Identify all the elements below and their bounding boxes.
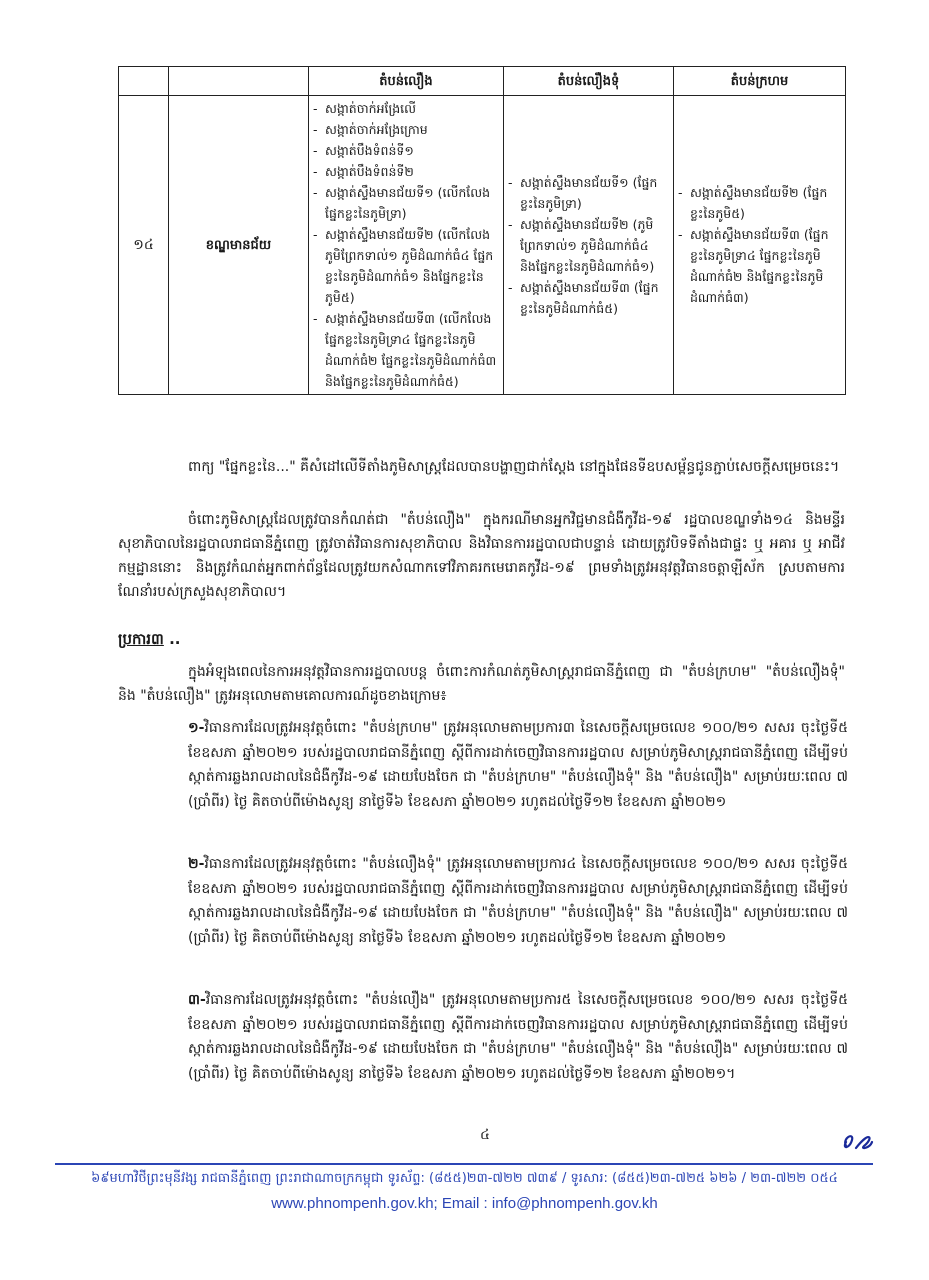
item-text: វិធានការដែលត្រូវអនុវត្តចំពោះ "តំបន់លឿងទុំ" ត្រូវអនុលោមតាមប្រការ៤ នៃសេចក្តីសម្រេចលេខ ១០០/២១ សសរ ចុះថ្ងៃទី៥ ខែឧសភា ឆ្នាំ២០២១ របស់រដ្ឋបាលរាជធានីភ្នំពេញ ស្តីពីការដាក់ចេញវិធានការរដ្ឋបាល សម្រាប់ភូមិសាស្ត្ររាជធានីភ្នំពេញ ដើម្បីទប់ស្កាត់ការឆ្លងរាលដាលនៃជំងឺកូវីដ-១៩ ដោយបែងចែក ជា "តំបន់ក្រហម" "តំបន់លឿងទុំ" និង "តំបន់លឿង" សម្រាប់រយៈពេល ៧ (ប្រាំពីរ) ថ្ងៃ គិតចាប់ពីម៉ោងសូន្យ នាថ្ងៃទី៦ ខែឧសភា ឆ្នាំ២០២១ រហូតដល់ថ្ងៃទី១២ ខែឧសភា ឆ្នាំ២០២១ (188, 856, 848, 946)
footer-contact-links[interactable]: www.phnompenh.gov.kh; Email : info@phnompenh.gov.kh (271, 1195, 658, 1212)
red-zone-cell (674, 96, 846, 395)
item-text: វិធានការដែលត្រូវអនុវត្តចំពោះ "តំបន់លឿង" ត្រូវអនុលោមតាមប្រការ៥ នៃសេចក្តីសម្រេចលេខ ១០០/២១ សសរ ចុះថ្ងៃទី៥ ខែឧសភា ឆ្នាំ២០២១ របស់រដ្ឋបាលរាជធានីភ្នំពេញ ស្តីពីការដាក់ចេញវិធានការរដ្ឋបាល សម្រាប់ភូមិសាស្ត្ររាជធានីភ្នំពេញ ដើម្បីទប់ស្កាត់ការឆ្លងរាលដាលនៃជំងឺកូវីដ-១៩ ដោយបែងចែក ជា "តំបន់ក្រហម" "តំបន់លឿងទុំ" និង "តំបន់លឿង" សម្រាប់រយៈពេល ៧ (ប្រាំពីរ) ថ្ងៃ គិតចាប់ពីម៉ោងសូន្យ នាថ្ងៃទី៦ ខែឧសភា ឆ្នាំ២០២១ រហូតដល់ថ្ងៃទី១២ ខែឧសភា ឆ្នាំ២០២១។ (188, 992, 848, 1082)
item-text: វិធានការដែលត្រូវអនុវត្តចំពោះ "តំបន់ក្រហម" ត្រូវអនុលោមតាមប្រការ៣ នៃសេចក្តីសម្រេចលេខ ១០០/២១ សសរ ចុះថ្ងៃទី៥ ខែឧសភា ឆ្នាំ២០២១ របស់រដ្ឋបាលរាជធានីភ្នំពេញ ស្តីពីការដាក់ចេញវិធានការរដ្ឋបាល សម្រាប់ភូមិសាស្ត្ររាជធានីភ្នំពេញ ដើម្បីទប់ស្កាត់ការឆ្លងរាលដាលនៃជំងឺកូវីដ-១៩ ដោយបែងចែក ជា "តំបន់ក្រហម" "តំបន់លឿងទុំ" និង "តំបន់លឿង" សម្រាប់រយៈពេល ៧ (ប្រាំពីរ) ថ្ងៃ គិតចាប់ពីម៉ោងសូន្យ នាថ្ងៃទី៦ ខែឧសភា ឆ្នាំ២០២១ រហូតដល់ថ្ងៃទី១២ ខែឧសភា ឆ្នាំ២០២១ (188, 720, 848, 810)
dark-yellow-zone-list (508, 172, 667, 319)
list-item: - សង្កាត់ចាក់អង្រែក្រោម (313, 119, 497, 140)
list-item: - សង្កាត់បឹងទំពន់ទី១ (313, 140, 497, 161)
header-blank-cell (169, 67, 309, 96)
table-header-row (119, 67, 846, 96)
article-heading-suffix: .. (163, 630, 181, 648)
district-name: ខណ្ឌមានជ័យ (169, 96, 309, 395)
red-zone-list (678, 182, 839, 308)
dark-yellow-zone-cell (504, 96, 674, 395)
initials-signature-icon (840, 1128, 876, 1154)
list-item: - សង្កាត់ស្ទឹងមានជ័យទី២ (ភូមិព្រែកទាល់១ ភូមិដំណាក់ធំ៤ និងផ្នែកខ្លះនៃភូមិដំណាក់ធំ១) (508, 214, 667, 277)
page-number: ៤ (480, 1127, 490, 1143)
item-number: ១- (188, 720, 205, 736)
list-item: - សង្កាត់ស្ទឹងមានជ័យទី២ (ផ្នែកខ្លះនៃភូមិ៥) (678, 182, 839, 224)
yellow-zone-cell (309, 96, 504, 395)
article-intro: ក្នុងអំឡុងពេលនៃការអនុវត្តវិធានការរដ្ឋបាលបន្ត ចំពោះការកំណត់ភូមិសាស្ត្ររាជធានីភ្នំពេញ ជា "តំបន់ក្រហម" "តំបន់លឿងទុំ" និង "តំបន់លឿង" ត្រូវអនុលោមតាមគោលការណ៍ដូចខាងក្រោម៖ (118, 664, 845, 704)
header-blank-cell (119, 67, 169, 96)
article-heading (118, 630, 180, 652)
row-number: ១៤ (119, 96, 169, 395)
footer-address: ៦៩មហាវិថីព្រះមុនីវង្ស រាជធានីភ្នំពេញ ព្រះរាជាណាចក្រកម្ពុជា ទូរស័ព្ទ: (៨៥៥)២៣-៧២២ ៧៣៩ / ទូរសារ: (៨៥៥)២៣-៧២៥ ៦២៦ / ២៣-៧២២ ០៥៤ (91, 1171, 838, 1186)
measure-item-2 (188, 852, 848, 950)
measure-item-1 (188, 716, 848, 814)
list-item: - សង្កាត់ចាក់អង្រែលើ (313, 98, 497, 119)
list-item: - សង្កាត់ស្ទឹងមានជ័យទី៣ (ផ្នែកខ្លះនៃភូមិទ្រា៤ ផ្នែកខ្លះនៃភូមិដំណាក់ធំ២ និងផ្នែកខ្លះនៃភូមិដំណាក់ធំ៣) (678, 224, 839, 308)
table-row (119, 96, 846, 395)
header-dark-yellow-zone: តំបន់លឿងទុំ (504, 67, 674, 96)
list-item: - សង្កាត់ស្ទឹងមានជ័យទី២ (លើកលែងភូមិព្រែកទាល់១ ភូមិដំណាក់ធំ៤ ផ្នែកខ្លះនៃភូមិដំណាក់ធំ១ និងផ្នែកខ្លះនៃភូមិ៥) (313, 224, 497, 308)
header-red-zone: តំបន់ក្រហម (674, 67, 846, 96)
yellow-zone-paragraph: ចំពោះភូមិសាស្ត្រដែលត្រូវបានកំណត់ជា "តំបន់លឿង" ក្នុងករណីមានអ្នកវិជ្ជមានជំងឺកូវីដ-១៩ រដ្ឋបាលខណ្ឌទាំង១៤ និងមន្ទីរសុខាភិបាលនៃរដ្ឋបាលរាជធានីភ្នំពេញ ត្រូវចាត់វិធានការសុខាភិបាល និងវិធានការរដ្ឋបាលជាបន្ទាន់ ដោយត្រូវបិទទីតាំងជាផ្ទះ ឬ អគារ ឬ អាជីវកម្មដ្ឋាននោះ និងត្រូវកំណត់អ្នកពាក់ព័ន្ធដែលត្រូវយកសំណាកទៅវិភាគរកមេរោគកូវីដ-១៩ ព្រមទាំងត្រូវអនុវត្តវិធានចត្តាឡីស័ក ស្របតាមការណែនាំរបស់ក្រសួងសុខាភិបាល។ (118, 512, 845, 600)
item-number: ២- (188, 856, 205, 872)
measure-item-3 (188, 988, 848, 1086)
list-item: - សង្កាត់ស្ទឹងមានជ័យទី៣ (ផ្នែកខ្លះនៃភូមិដំណាក់ធំ៥) (508, 277, 667, 319)
yellow-zone-list (313, 98, 497, 392)
item-number: ៣- (188, 992, 206, 1008)
list-item: - សង្កាត់ស្ទឹងមានជ័យទី៣ (លើកលែងផ្នែកខ្លះនៃភូមិទ្រា៤ ផ្នែកខ្លះនៃភូមិដំណាក់ធំ២ ផ្នែកខ្លះនៃភូមិដំណាក់ធំ៣ និងផ្នែកខ្លះនៃភូមិដំណាក់ធំ៥) (313, 308, 497, 392)
article-heading-label: ប្រការ៣ (118, 630, 164, 648)
footer-divider (55, 1163, 873, 1165)
note-paragraph: ពាក្យ "ផ្នែកខ្លះនៃ..." គឺសំដៅលើទីតាំងភូមិសាស្ត្រដែលបានបង្ហាញជាក់ស្តែង នៅក្នុងផែនទីឧបសម្ព័ន្ធជូនភ្ជាប់សេចក្តីសម្រេចនេះ។ (188, 459, 840, 475)
list-item: - សង្កាត់បឹងទំពន់ទី២ (313, 161, 497, 182)
list-item: - សង្កាត់ស្ទឹងមានជ័យទី១ (ផ្នែកខ្លះនៃភូមិទ្រា) (508, 172, 667, 214)
list-item: - សង្កាត់ស្ទឹងមានជ័យទី១ (លើកលែងផ្នែកខ្លះនៃភូមិទ្រា) (313, 182, 497, 224)
header-yellow-zone: តំបន់លឿង (309, 67, 504, 96)
zone-table (118, 66, 846, 395)
